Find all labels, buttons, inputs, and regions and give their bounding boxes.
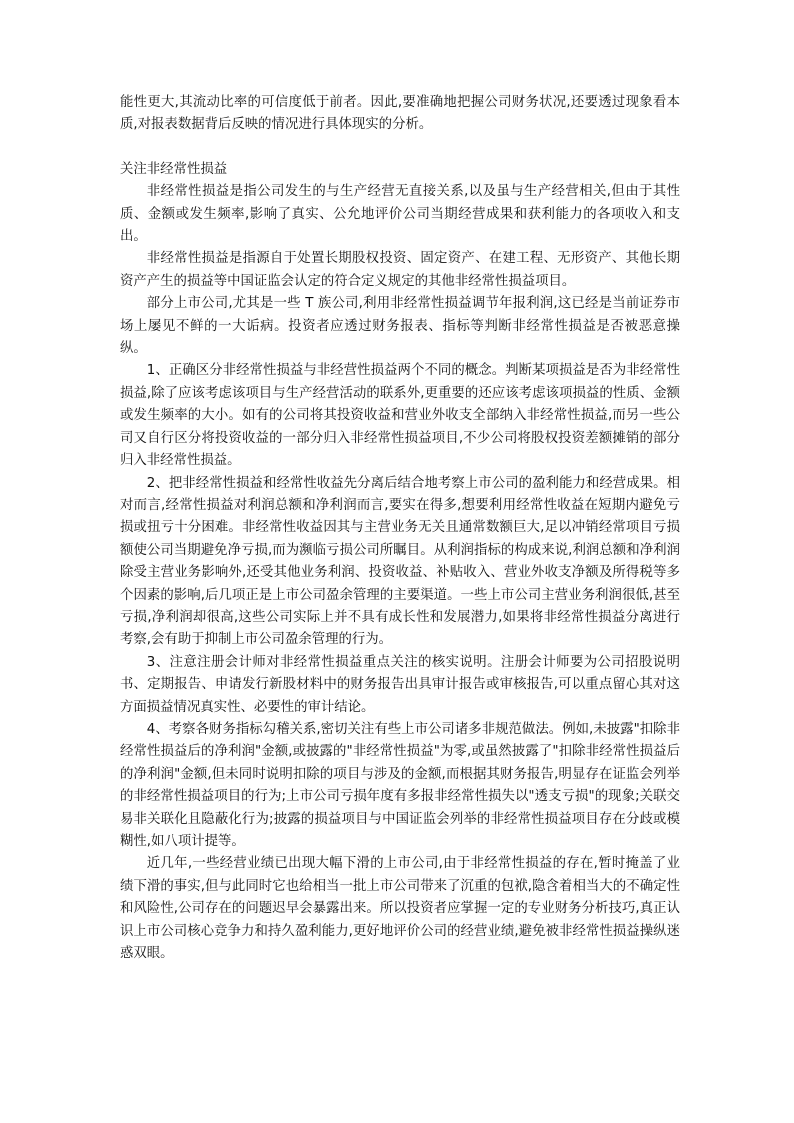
paragraph-point-1: 1、正确区分非经常性损益与非经营性损益两个不同的概念。判断某项损益是否为非经常性损益,除了应该考虑该项目与生产经营活动的联系外,更重要的还应该考虑该项损益的性质、金额或发生频率的大小。如有的公司将其投资收益和营业外收支全部纳入非经常性损益,而另一些公司又自行区分将投资收益的一部分归入非经常性损益项目,不少公司将股权投资差额摊销的部分归入非经常性损益。 xyxy=(120,363,680,469)
paragraph-point-4: 4、考察各财务指标勾稽关系,密切关注有些上市公司诸多非规范做法。例如,未披露"扣除非经常性损益后的净利润"金额,或披露的"非经常性损益"为零,或虽然披露了"扣除非经常性损益后的净利润"金额,但未同时说明扣除的项目与涉及的金额,而根据其财务报告,明显存在证监会列举的非经常性损益项目的行为;上市公司亏损年度有多报非经常性损失以"透支亏损"的现象;关联交易非关联化且隐蔽化行为;披露的损益项目与中国证监会列举的非经常性损益项目存在分歧或模糊性,如八项计提等。 xyxy=(120,721,680,849)
document-page xyxy=(120,92,680,965)
section-heading: 关注非经常性损益 xyxy=(120,161,228,177)
paragraph-definition: 非经常性损益是指公司发生的与生产经营无直接关系,以及虽与生产经营相关,但由于其性质、金额或发生频率,影响了真实、公允地评价公司当期经营成果和获利能力的各项收入和支出。 xyxy=(120,184,680,245)
intro-paragraph: 能性更大,其流动比率的可信度低于前者。因此,要准确地把握公司财务状况,还要透过现象看本质,对报表数据背后反映的情况进行具体现实的分析。 xyxy=(120,95,680,133)
paragraph-source: 非经常性损益是指源自于处置长期股权投资、固定资产、在建工程、无形资产、其他长期资产产生的损益等中国证监会认定的符合定义规定的其他非经常性损益项目。 xyxy=(120,251,680,289)
paragraph-point-3: 3、注意注册会计师对非经常性损益重点关注的核实说明。注册会计师要为公司招股说明书、定期报告、申请发行新股材料中的财务报告出具审计报告或审核报告,可以重点留心其对这方面损益情况真实性、必要性的审计结论。 xyxy=(120,654,680,715)
paragraph-conclusion: 近几年,一些经营业绩已出现大幅下滑的上市公司,由于非经常性损益的存在,暂时掩盖了业绩下滑的事实,但与此同时它也给相当一批上市公司带来了沉重的包袱,隐含着相当大的不确定性和风险性,公司存在的问题迟早会暴露出来。所以投资者应掌握一定的专业财务分析技巧,真正认识上市公司核心竞争力和持久盈利能力,更好地评价公司的经营业绩,避免被非经常性损益操纵迷惑双眼。 xyxy=(120,856,680,962)
paragraph-point-2: 2、把非经常性损益和经常性收益先分离后结合地考察上市公司的盈利能力和经营成果。相对而言,经常性损益对利润总额和净利润而言,要实在得多,想要利用经常性收益在短期内避免亏损或扭亏十分困难。非经常性收益因其与主营业务无关且通常数额巨大,足以冲销经常项目亏损额使公司当期避免净亏损,而为濒临亏损公司所瞩目。从利润指标的构成来说,利润总额和净利润除受主营业务影响外,还受其他业务利润、投资收益、补贴收入、营业外收支净额及所得税等多个因素的影响,后几项正是上市公司盈余管理的主要渠道。一些上市公司主营业务利润很低,甚至亏损,净利润却很高,这些公司实际上并不具有成长性和发展潜力,如果将非经常性损益分离进行考察,会有助于抑制上市公司盈余管理的行为。 xyxy=(120,475,680,648)
paragraph-manipulation: 部分上市公司,尤其是一些 T 族公司,利用非经常性损益调节年报利润,这已经是当前证券市场上屡见不鲜的一大诟病。投资者应透过财务报表、指标等判断非经常性损益是否被恶意操纵。 xyxy=(120,296,680,357)
